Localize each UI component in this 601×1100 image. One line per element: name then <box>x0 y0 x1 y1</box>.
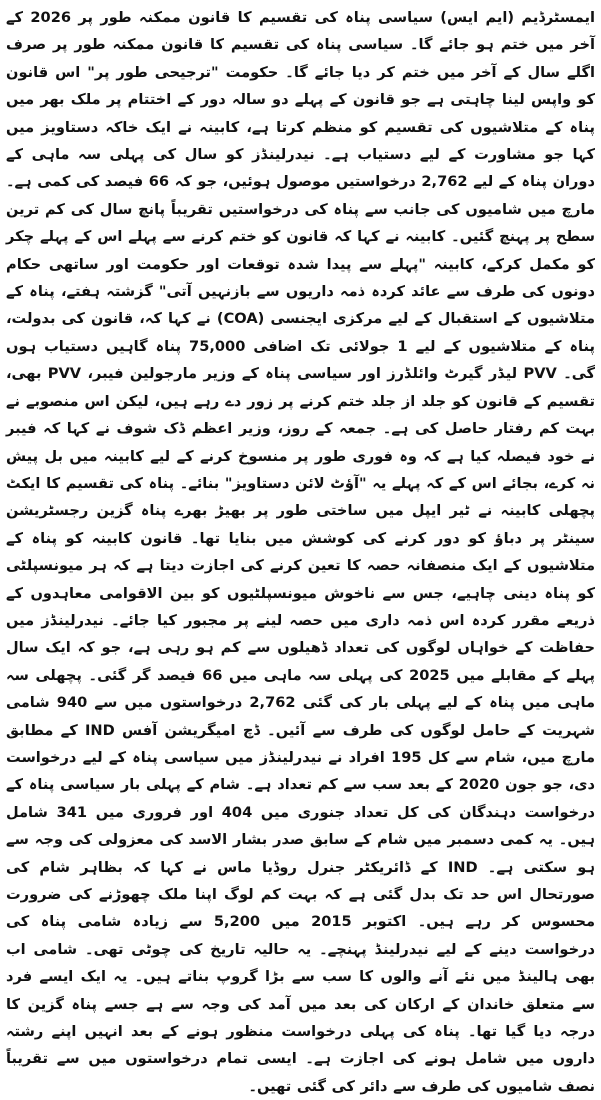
article-body: ایمسٹرڈیم (ایم ایس) سیاسی پناہ کی تقسیم کا قانون ممکنہ طور پر 2026 کے آخر میں ختم ہو جائے گا۔ سیاسی پناہ کی تقسیم کا قانون ممکنہ طور پر صرف اگلے سال کے آخر میں ختم کر دیا جائے گا۔ حکومت "ترجیحی طور پر" اس قانون کو واپس لینا چاہتی ہے جو قانون کے پہلے دو سالہ دور کے اختتام پر ملک بھر میں پناہ کے متلاشیوں کی تقسیم کو منظم کرتا ہے، کابینہ نے ایک خاکہ دستاویز میں کہا جو مشاورت کے لیے دستیاب ہے۔ نیدرلینڈز کو سال کی پہلی سہ ماہی کے دوران پناہ کے لیے 2,762 درخواستیں موصول ہوئیں، جو کہ 66 فیصد کی کمی ہے۔ مارچ میں شامیوں کی جانب سے پناہ کی درخواستیں تقریباً پانچ سال کی کم ترین سطح پر پہنچ گئیں۔ کابینہ نے کہا کہ قانون کو ختم کرنے سے پہلے اس کے پہلے چکر کو مکمل کرکے، کابینہ "پہلے سے پیدا شدہ توقعات اور حکومت اور ساتھی حکام دونوں کی طرف سے عائد کردہ ذمہ داریوں سے بازنہیں آتی" گزشتہ ہفتے، پناہ کے متلاشیوں کے استقبال کے لیے مرکزی ایجنسی (COA) نے کہا کہ، قانون کی بدولت، پناہ کے متلاشیوں کے لیے 1 جولائی تک اضافی 75,000 پناہ گاہیں دستیاب ہوں گی۔ PVV لیڈر گیرٹ وائلڈرز اور سیاسی پناہ کے وزیر مارجولین فیبر، PVV بھی، تقسیم کے قانون کو جلد از جلد ختم کرنے پر زور دے رہے ہیں، لیکن اس منصوبے نے بہت کم رفتار حاصل کی ہے۔ جمعہ کے روز، وزیر اعظم ڈک شوف نے کہا کہ فیبر نے خود فیصلہ کیا ہے کہ وہ فوری طور پر منسوخ کرنے کے لیے کابینہ میں بل پیش نہ کرے، بجائے اس کے کہ پہلے یہ "آؤٹ لائن دستاویز" بنائے۔ پناہ کی تقسیم کا ایکٹ پچھلی کابینہ نے ٹیر ایپل میں ساختی طور پر بھیڑ بھرے پناہ گزین رجسٹریشن سینٹر پر دباؤ کو دور کرنے کی کوشش میں بنایا تھا۔ قانون کابینہ کو پناہ کے متلاشیوں کے ایک منصفانہ حصہ کا تعین کرنے کی اجازت دیتا ہے کہ ہر میونسپلٹی کو پناہ دینی چاہیے، جس سے ناخوش میونسپلٹیوں کو بین الاقوامی معاہدوں کے ذریعے مقرر کردہ اس ذمہ داری میں حصہ لینے پر مجبور کیا جائے۔ نیدرلینڈز میں حفاظت کے خواہاں لوگوں کی تعداد ڈھیلوں سے کم ہو رہی ہے، جو کہ ایک سال پہلے کے مقابلے میں 2025 کی پہلی سہ ماہی میں 66 فیصد گر گئی۔ پچھلی سہ ماہی میں پناہ کے لیے پہلی بار کی گئی 2,762 درخواستوں میں سے 940 شامی شہریت کے حامل لوگوں کی طرف سے آئیں۔ ڈچ امیگریشن آفس IND کے مطابق مارچ میں، شام سے کل 195 افراد نے نیدرلینڈز میں سیاسی پناہ کے لیے درخواست دی، جو جون 2020 کے بعد سب سے کم تعداد ہے۔ شام کے پہلی بار سیاسی پناہ کے درخواست دہندگان کی کل تعداد جنوری میں 404 اور فروری میں 341 شامل ہیں۔ یہ کمی دسمبر میں شام کے سابق صدر بشار الاسد کی معزولی کی وجہ سے ہو سکتی ہے۔ IND کے ڈائریکٹر جنرل روڈیا ماس نے کہا کہ بظاہر شام کی صورتحال اس حد تک بدل گئی ہے کہ بہت کم لوگ اپنا ملک چھوڑنے کی ضرورت محسوس کر رہے ہیں۔ اکتوبر 2015 میں 5,200 سے زیادہ شامی پناہ کی درخواست دینے کے لیے نیدرلینڈ پہنچے۔ یہ حالیہ تاریخ کی چوٹی تھی۔ شامی اب بھی ہالینڈ میں نئے آنے والوں کا سب سے بڑا گروپ بناتے ہیں۔ یہ ایک ایسے فرد سے متعلق خاندان کے ارکان کی بعد میں آمد کی وجہ سے ہے جسے پناہ گزین کا درجہ دیا گیا تھا۔ پناہ کی پہلی درخواست منظور ہونے کے بعد انہیں اپنے رشتہ داروں میں شامل ہونے کی اجازت ہے۔ ایسی تمام درخواستوں میں سے تقریباً نصف شامیوں کی طرف سے دائر کی گئی تھیں۔ <box>6 9 596 1095</box>
